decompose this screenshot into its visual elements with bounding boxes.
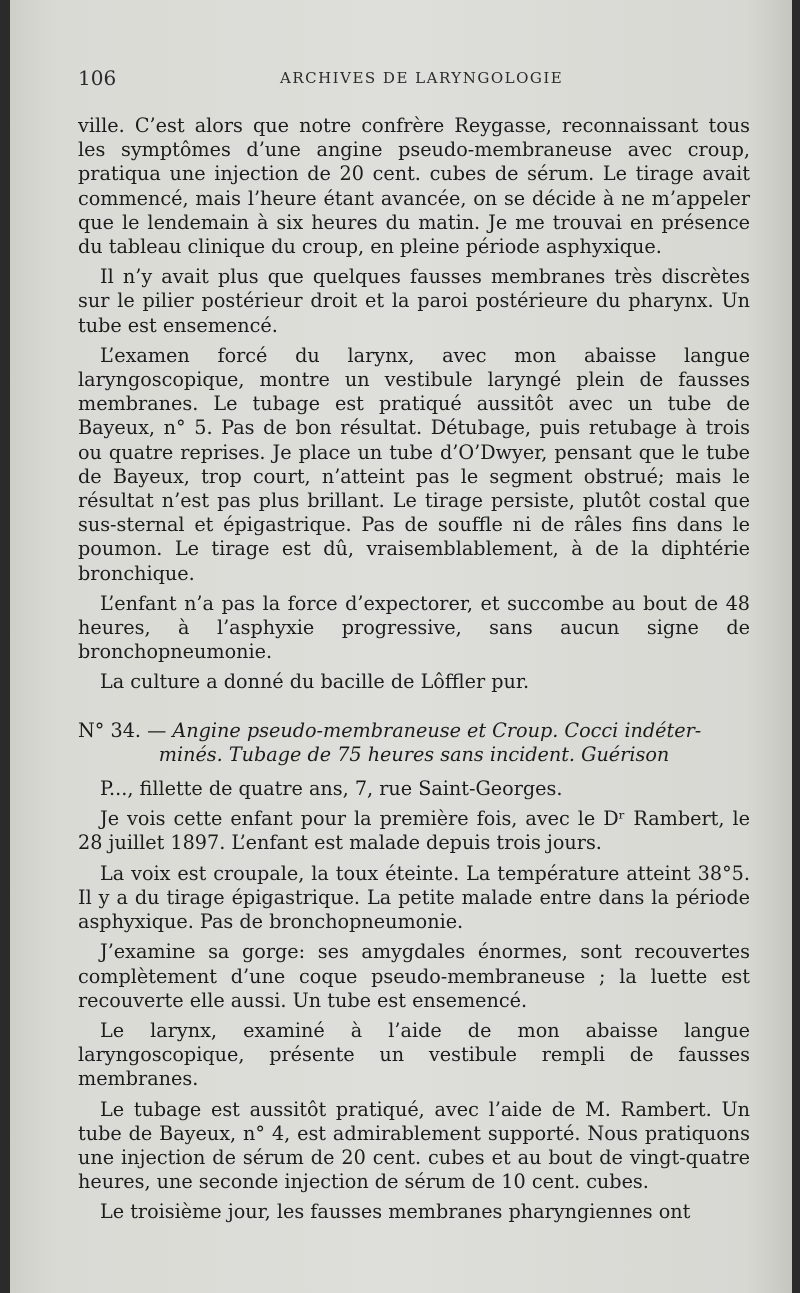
case-title-part-2: minés. Tubage de 75 heures sans incident. Guérison xyxy=(158,742,670,766)
body-text xyxy=(78,114,750,1231)
paragraph: P..., fillette de quatre ans, 7, rue Saint-Georges. xyxy=(100,777,563,801)
paragraph: Le troisième jour, les fausses membranes pharyngiennes ont xyxy=(100,1200,691,1224)
paragraph: L’examen forcé du larynx, avec mon abaisse langue laryngoscopique, montre un vestibule laryngé plein de fausses membranes. Le tubage est pratiqué aussitôt avec un tube de Bayeux, n° 5. Pas de bon résultat. Détubage, puis retubage à trois ou quatre reprises. Je place un tube d’O’Dwyer, pensant que le tube de Bayeux, trop court, n’atteint pas le segment obstrué; mais le résultat n’est pas plus brillant. Le tirage persiste, plutôt costal que sus-sternal et épigastrique. Pas de souffle ni de râles fins dans le poumon. Le tirage est dû, vraisemblablement, à de la diphtérie bronchique. xyxy=(78,343,750,585)
case-heading xyxy=(78,719,750,767)
book-page xyxy=(10,0,792,1293)
paragraph: J’examine sa gorge: ses amygdales énormes, sont recouvertes complètement d’une coque pseudo-membraneuse ; la luette est recouverte elle aussi. Un tube est ensemencé. xyxy=(78,940,750,1012)
paragraph: La culture a donné du bacille de Lôffler pur. xyxy=(100,670,530,694)
paragraph: La voix est croupale, la toux éteinte. La température atteint 38°5. Il y a du tirage épigastrique. La petite malade entre dans la période asphyxique. Pas de bronchopneumonie. xyxy=(78,861,750,934)
running-title: ARCHIVES DE LARYNGOLOGIE xyxy=(280,69,564,87)
case-title-part-1: Angine pseudo-membraneuse et Croup. Cocci indéter- xyxy=(172,718,702,742)
paragraph: Il n’y avait plus que quelques fausses membranes très discrètes sur le pilier postérieur droit et la paroi postérieure du pharynx. Un tube est ensemencé. xyxy=(78,265,750,337)
paragraph: Le larynx, examiné à l’aide de mon abaisse langue laryngoscopique, présente un vestibule rempli de fausses membranes. xyxy=(78,1018,750,1091)
page-header xyxy=(78,66,752,90)
case-number: N° 34. — xyxy=(78,718,167,742)
case-heading-line-1 xyxy=(78,719,750,743)
page-number: 106 xyxy=(78,66,117,90)
paragraph: ville. C’est alors que notre confrère Reygasse, reconnaissant tous les symptômes d’une angine pseudo-membraneuse avec croup, pratiqua une injection de 20 cent. cubes de sérum. Le tirage avait commencé, mais l’heure étant avancée, on se décide à ne m’appeler que le lendemain à six heures du matin. Je me trouvai en présence du tableau clinique du croup, en pleine période asphyxique. xyxy=(78,114,750,259)
paragraph: Le tubage est aussitôt pratiqué, avec l’aide de M. Rambert. Un tube de Bayeux, n° 4, est admirablement supporté. Nous pratiquons une injection de sérum de 20 cent. cubes et au bout de vingt-quatre heures, une seconde injection de sérum de 10 cent. cubes. xyxy=(78,1097,750,1194)
paragraph: Je vois cette enfant pour la première fois, avec le Dʳ Rambert, le 28 juillet 1897. L’enfant est malade depuis trois jours. xyxy=(78,807,750,855)
paragraph: L’enfant n’a pas la force d’expectorer, et succombe au bout de 48 heures, à l’asphyxie progressive, sans aucun signe de bronchopneumonie. xyxy=(78,591,750,664)
